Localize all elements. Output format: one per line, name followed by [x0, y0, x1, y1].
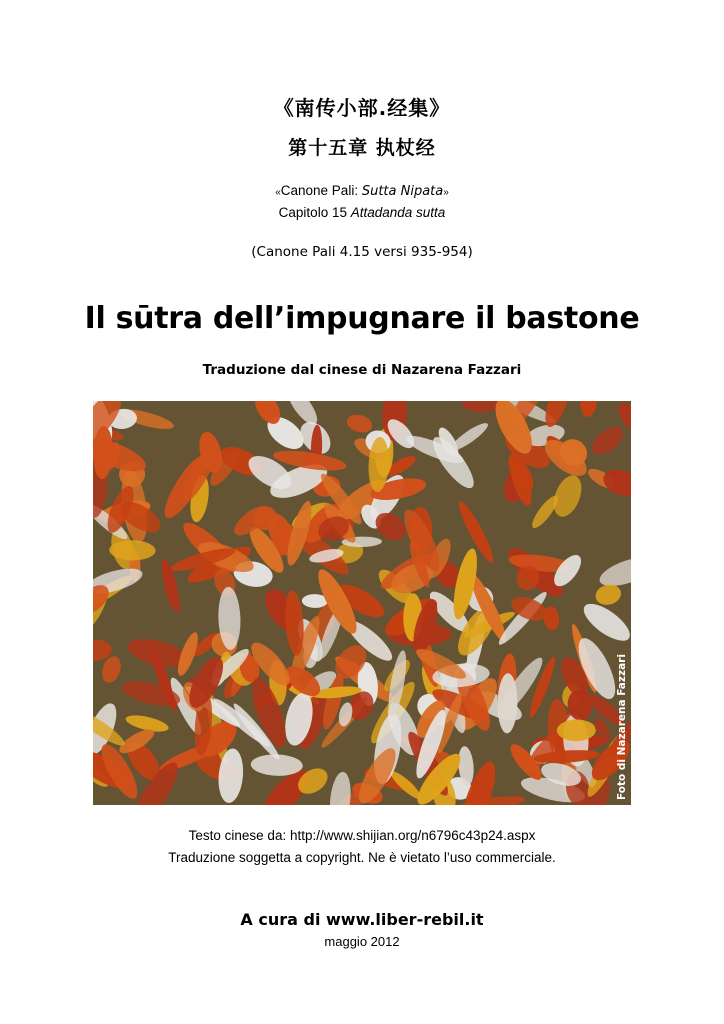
canon-work: Sutta Nipata: [361, 184, 444, 199]
chapter-prefix: Capitolo 15: [278, 205, 351, 220]
translator-credit: Traduzione dal cinese di Nazarena Fazzari: [202, 362, 522, 378]
main-title: Il sūtra dell’impugnare il bastone: [84, 301, 640, 336]
chinese-chapter-title: 第十五章 执杖经: [288, 137, 436, 159]
quote-close: »: [443, 187, 449, 198]
koi-fish-image: [93, 401, 631, 805]
chinese-title: 《南传小部.经集》: [273, 96, 451, 120]
curator-line: A cura di www.liber-rebil.it: [240, 910, 484, 929]
canon-prefix: Canone Pali:: [280, 183, 362, 198]
koi-photo: [93, 401, 631, 805]
verses-reference: (Canone Pali 4.15 versi 935-954): [251, 244, 473, 260]
chapter-line: [0, 205, 724, 220]
quote-open: «: [275, 187, 281, 198]
photo-credit: Foto di Nazarena Fazzari: [616, 654, 628, 800]
chapter-name: Attadanda sutta: [350, 205, 446, 220]
date-line: maggio 2012: [324, 934, 400, 949]
source-line: Testo cinese da: http://www.shijian.org/n6796c43p24.aspx: [188, 828, 536, 843]
copyright-line: Traduzione soggetta a copyright. Ne è vietato l’uso commerciale.: [168, 850, 556, 865]
canon-line: [0, 183, 724, 199]
